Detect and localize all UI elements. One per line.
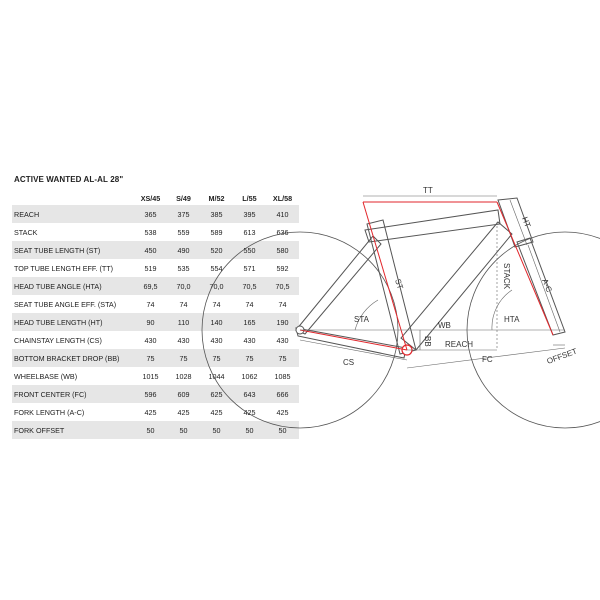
row-label: HEAD TUBE LENGTH (HT)	[12, 313, 134, 331]
cell-value: 571	[243, 263, 256, 273]
row-label: FORK LENGTH (A-C)	[14, 407, 85, 417]
cell-value: 190	[266, 313, 299, 331]
cell-value: 580	[266, 241, 299, 259]
cell-value: 535	[177, 263, 190, 273]
size-header: XL/58	[272, 193, 293, 203]
row-label: REACH	[12, 205, 134, 223]
cell-value: 75	[233, 349, 266, 367]
cell-value: 430	[144, 335, 157, 345]
fork	[517, 238, 565, 335]
cell-value: 430	[276, 335, 289, 345]
label-fc: FC	[482, 355, 493, 364]
cell-value: 596	[134, 385, 167, 403]
cell-value: 520	[200, 241, 233, 259]
row-label: CHAINSTAY LENGTH (CS)	[14, 335, 102, 345]
row-label: SEAT TUBE ANGLE EFF. (STA)	[14, 299, 117, 309]
cell-value: 70,0	[200, 277, 233, 295]
cell-value: 1085	[274, 371, 291, 381]
geometry-title: ACTIVE WANTED AL-AL 28"	[14, 175, 124, 184]
cell-value: 69,5	[134, 277, 167, 295]
label-reach: REACH	[445, 340, 474, 349]
cell-value: 554	[210, 263, 223, 273]
row-label: FORK OFFSET	[12, 421, 134, 439]
row-label: WHEELBASE (WB)	[14, 371, 78, 381]
down-tube	[401, 222, 512, 350]
cell-value: 70,5	[233, 277, 266, 295]
label-bb: BB	[423, 336, 432, 347]
cell-value: 74	[146, 299, 155, 309]
cell-value: 375	[167, 205, 200, 223]
cell-value: 1062	[241, 371, 258, 381]
label-stack: STACK	[502, 263, 511, 290]
cell-value: 90	[134, 313, 167, 331]
cell-value: 538	[144, 227, 157, 237]
cell-value: 430	[243, 335, 256, 345]
row-label: HEAD TUBE ANGLE (HTA)	[12, 277, 134, 295]
cell-value: 425	[243, 407, 256, 417]
size-header: XS/45	[140, 193, 161, 203]
label-offset: OFFSET	[545, 346, 579, 366]
cell-value: 613	[243, 227, 256, 237]
row-label: TOP TUBE LENGTH EFF. (TT)	[14, 263, 114, 273]
cell-value: 50	[266, 421, 299, 439]
cell-value: 490	[167, 241, 200, 259]
red-measure-lines	[300, 202, 553, 350]
cell-value: 75	[167, 349, 200, 367]
cell-value: 74	[179, 299, 188, 309]
cell-value: 625	[200, 385, 233, 403]
cell-value: 110	[167, 313, 200, 331]
top-tube	[365, 210, 500, 242]
cell-value: 592	[276, 263, 289, 273]
cell-value: 666	[266, 385, 299, 403]
cell-value: 70,0	[167, 277, 200, 295]
size-header: L/55	[242, 193, 257, 203]
cell-value: 140	[200, 313, 233, 331]
cell-value: 50	[200, 421, 233, 439]
cell-value: 519	[144, 263, 157, 273]
cell-value: 425	[144, 407, 157, 417]
cell-value: 50	[233, 421, 266, 439]
cell-value: 450	[134, 241, 167, 259]
cell-value: 385	[200, 205, 233, 223]
cell-value: 75	[200, 349, 233, 367]
cell-value: 74	[212, 299, 221, 309]
cell-value: 410	[266, 205, 299, 223]
cell-value: 643	[233, 385, 266, 403]
cell-value: 50	[134, 421, 167, 439]
cell-value: 50	[167, 421, 200, 439]
row-label: FRONT CENTER (FC)	[12, 385, 134, 403]
cell-value: 425	[276, 407, 289, 417]
cell-value: 425	[177, 407, 190, 417]
cell-value: 1028	[175, 371, 192, 381]
cell-value: 74	[278, 299, 287, 309]
size-header: S/49	[176, 193, 191, 203]
cell-value: 365	[134, 205, 167, 223]
cell-value: 70,5	[266, 277, 299, 295]
cell-value: 395	[233, 205, 266, 223]
cell-value: 1044	[208, 371, 225, 381]
row-label: BOTTOM BRACKET DROP (BB)	[12, 349, 134, 367]
cell-value: 609	[167, 385, 200, 403]
label-ht: HT	[520, 215, 533, 229]
label-hta: HTA	[504, 315, 520, 324]
size-header: M/52	[208, 193, 225, 203]
hta-arc	[492, 290, 512, 330]
cell-value: 425	[210, 407, 223, 417]
label-wb: WB	[438, 321, 451, 330]
cs-dim-line	[300, 340, 407, 360]
row-label: STACK	[14, 227, 38, 237]
cell-value: 75	[266, 349, 299, 367]
cell-value: 75	[134, 349, 167, 367]
cell-value: 589	[210, 227, 223, 237]
row-label: SEAT TUBE LENGTH (ST)	[12, 241, 134, 259]
cell-value: 1015	[142, 371, 159, 381]
cell-value: 636	[276, 227, 289, 237]
cell-value: 559	[177, 227, 190, 237]
label-st: ST	[393, 277, 405, 291]
cell-value: 74	[245, 299, 254, 309]
cell-value: 165	[233, 313, 266, 331]
label-cs: CS	[343, 358, 355, 367]
label-ac: A-C	[540, 277, 554, 294]
cell-value: 550	[233, 241, 266, 259]
cell-value: 430	[177, 335, 190, 345]
cell-value: 430	[210, 335, 223, 345]
label-tt: TT	[423, 186, 433, 195]
label-sta: STA	[354, 315, 369, 324]
